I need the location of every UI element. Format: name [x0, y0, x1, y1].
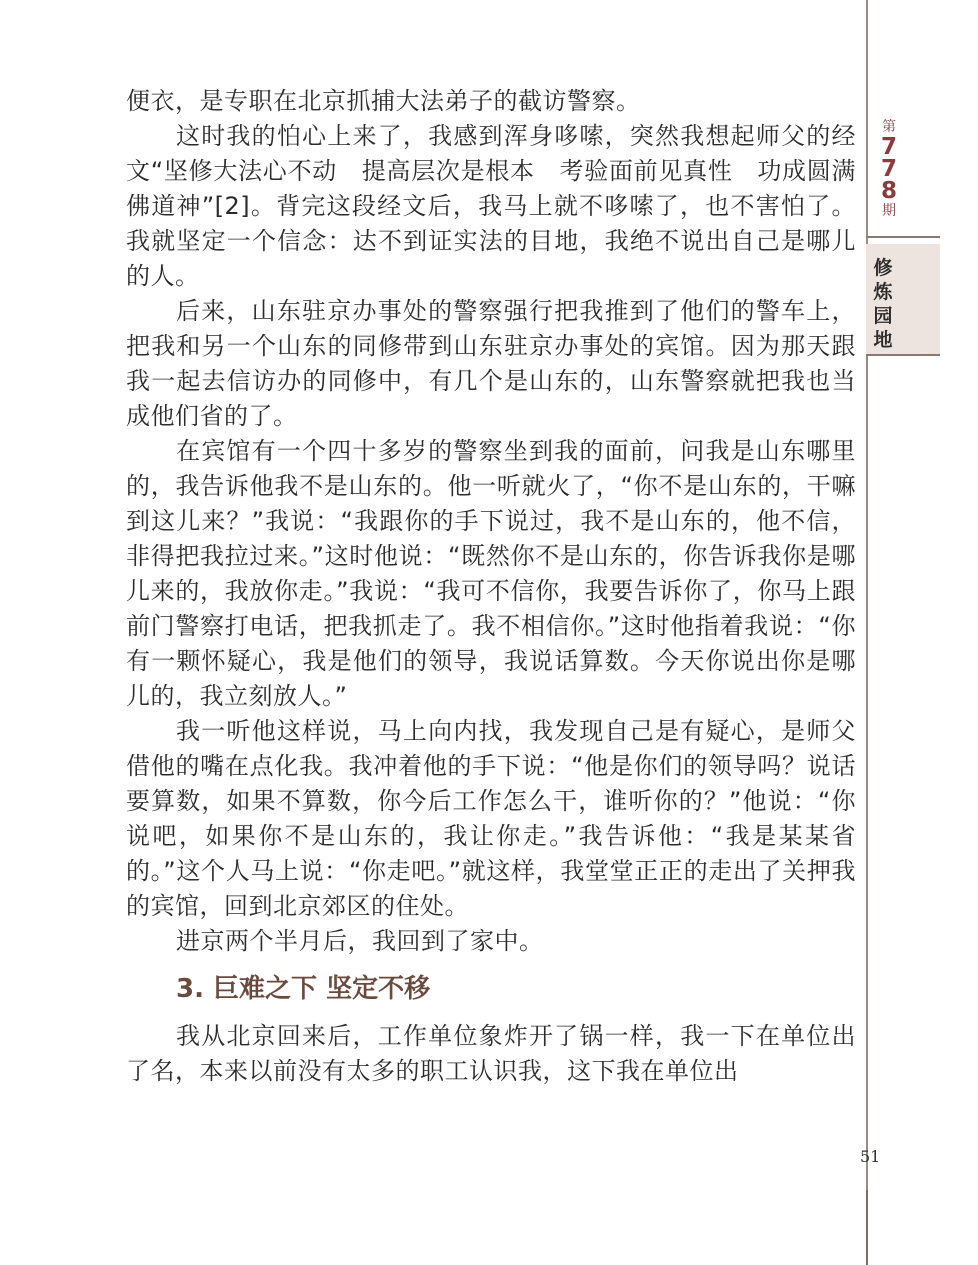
issue-number-8: 8 — [880, 178, 897, 204]
issue-number-7b: 7 — [880, 156, 897, 182]
article-body — [126, 84, 856, 1089]
section-label — [871, 256, 895, 352]
section-char: 炼 — [873, 281, 893, 303]
section-char: 园 — [873, 305, 893, 327]
section-char: 修 — [873, 257, 893, 279]
paragraph: 进京两个半月后，我回到了家中。 — [176, 927, 544, 955]
paragraph: 这时我的怕心上来了，我感到浑身哆嗦，突然我想起师父的经文“坚修大法心不动 提高层次是根本 考验面前见真性 功成圆满佛道神”[2]。背完这段经文后，我马上就不哆嗦了，也不害怕了。我就坚定一个信念：达不到证实法的目地，我绝不说出自己是哪儿的人。 — [126, 122, 856, 290]
paragraph: 在宾馆有一个四十多岁的警察坐到我的面前，问我是山东哪里的，我告诉他我不是山东的。他一听就火了，“你不是山东的，干嘛到这儿来？”我说：“我跟你的手下说过，我不是山东的，他不信，非得把我拉过来。”这时他说：“既然你不是山东的，你告诉我你是哪儿来的，我放你走。”我说：“我可不信你，我要告诉你了，你马上跟前门警察打电话，把我抓走了。我不相信你。”这时他指着我说：“你有一颗怀疑心，我是他们的领导，我说话算数。今天你说出你是哪儿的，我立刻放人。” — [126, 437, 856, 710]
issue-prefix: 第 — [882, 119, 896, 135]
page-number: 51 — [860, 1147, 881, 1166]
paragraph: 我从北京回来后，工作单位象炸开了锅一样，我一下在单位出了名，本来以前没有太多的职工认识我，这下我在单位出 — [126, 1022, 856, 1085]
issue-number-7a: 7 — [880, 134, 897, 160]
paragraph: 便衣，是专职在北京抓捕大法弟子的截访警察。 — [126, 87, 641, 115]
section-heading: 3. 巨难之下 坚定不移 — [176, 974, 431, 1004]
section-char: 地 — [873, 329, 893, 351]
paragraph: 后来，山东驻京办事处的警察强行把我推到了他们的警车上，把我和另一个山东的同修带到山东驻京办事处的宾馆。因为那天跟我一起去信访办的同修中，有几个是山东的，山东警察就把我也当成他们省的了。 — [126, 297, 856, 430]
issue-suffix: 期 — [882, 203, 896, 219]
margin-rule-lower — [866, 1190, 868, 1265]
issue-label — [868, 118, 910, 220]
paragraph: 我一听他这样说，马上向内找，我发现自己是有疑心，是师父借他的嘴在点化我。我冲着他的手下说：“他是你们的领导吗？说话要算数，如果不算数，你今后工作怎么干，谁听你的？”他说：“你说吧，如果你不是山东的，我让你走。”我告诉他：“我是某某省的。”这个人马上说：“你走吧。”就这样，我堂堂正正的走出了关押我的宾馆，回到北京郊区的住处。 — [126, 717, 856, 920]
